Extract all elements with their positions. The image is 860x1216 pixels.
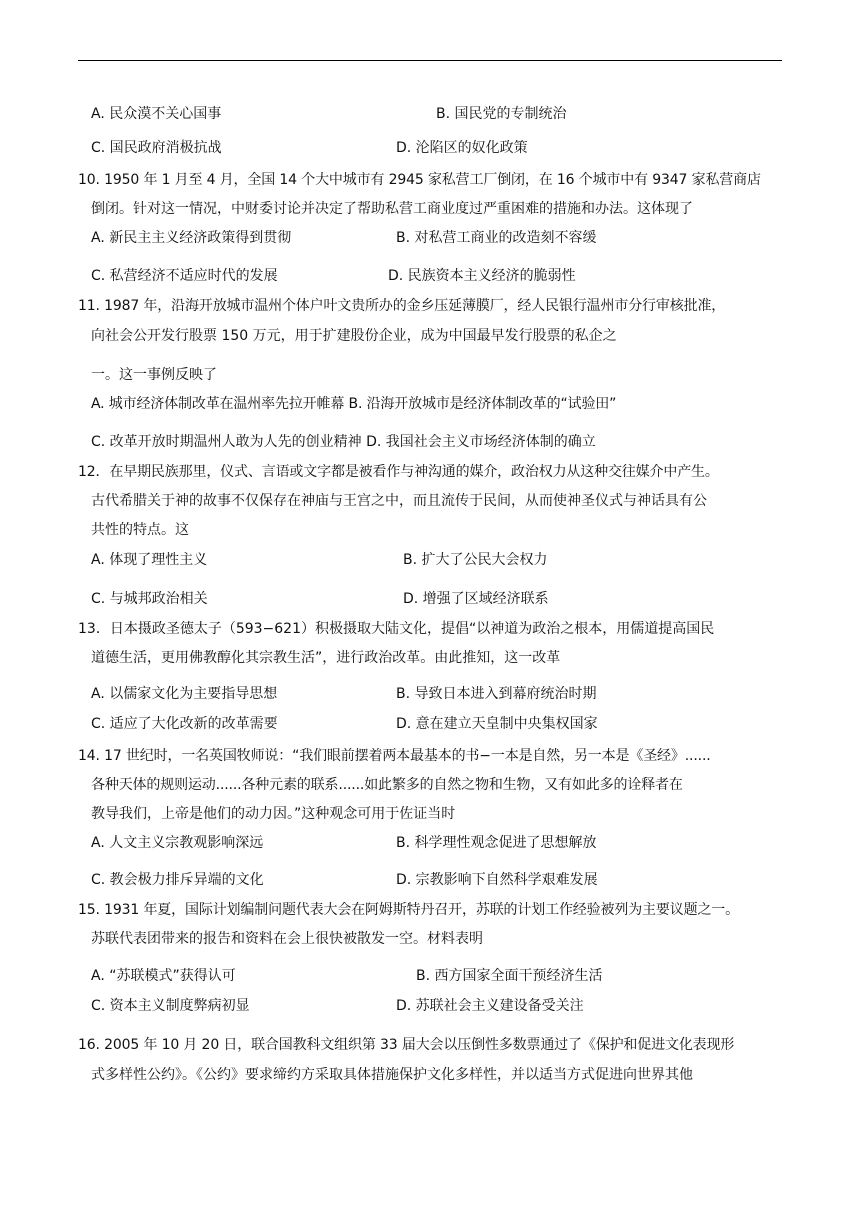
q13-stem-line-1: 13．日本摄政圣德太子（593−621）积极摄取大陆文化，提倡“以神道为政治之根本，用儒道提高国民	[78, 621, 715, 637]
q13-stem-line-2: 道德生活，更用佛教醇化其宗教生活”，进行政治改革。由此推知，这一改革	[91, 650, 561, 666]
q9-option-d[interactable]: D. 沦陷区的奴化政策	[396, 140, 528, 156]
q12-option-c[interactable]: C. 与城邦政治相关	[91, 591, 208, 607]
q9-option-c[interactable]: C. 国民政府消极抗战	[91, 140, 222, 156]
q12-stem-line-3: 共性的特点。这	[91, 522, 189, 538]
q11-stem-line-2: 向社会公开发行股票 150 万元，用于扩建股份企业，成为中国最早发行股票的私企之	[91, 328, 617, 344]
q16-stem-line-1: 16. 2005 年 10 月 20 日，联合国教科文组织第 33 届大会以压倒性多数票通过了《保护和促进文化表现形	[78, 1037, 735, 1053]
q11-options-a-b[interactable]: A. 城市经济体制改革在温州率先拉开帷幕 B. 沿海开放城市是经济体制改革的“试验田”	[91, 396, 617, 412]
q14-option-c[interactable]: C. 教会极力排斥异端的文化	[91, 872, 264, 888]
q10-option-c[interactable]: C. 私营经济不适应时代的发展	[91, 268, 278, 284]
q10-stem-line-1: 10. 1950 年 1 月至 4 月，全国 14 个大中城市有 2945 家私营工厂倒闭，在 16 个城市中有 9347 家私营商店	[78, 172, 761, 188]
q15-stem-line-1: 15. 1931 年夏，国际计划编制问题代表大会在阿姆斯特丹召开，苏联的计划工作经验被列为主要议题之一。	[78, 902, 739, 918]
q15-stem-line-2: 苏联代表团带来的报告和资料在会上很快被散发一空。材料表明	[91, 931, 483, 947]
q9-option-a[interactable]: A. 民众漠不关心国事	[91, 106, 222, 122]
q10-option-b[interactable]: B. 对私营工商业的改造刻不容缓	[396, 230, 597, 246]
q11-stem-line-3: 一。这一事例反映了	[91, 367, 217, 383]
q10-option-a[interactable]: A. 新民主主义经济政策得到贯彻	[91, 230, 292, 246]
q14-stem-line-3: 教导我们，上帝是他们的动力因。”这种观念可用于佐证当时	[91, 806, 456, 822]
q10-stem-line-2: 倒闭。针对这一情况，中财委讨论并决定了帮助私营工商业度过严重困难的措施和办法。这体现了	[91, 201, 693, 217]
q15-option-b[interactable]: B. 西方国家全面干预经济生活	[416, 968, 603, 984]
q12-option-b[interactable]: B. 扩大了公民大会权力	[403, 552, 548, 568]
q9-option-b[interactable]: B. 国民党的专制统治	[436, 106, 567, 122]
q13-option-d[interactable]: D. 意在建立天皇制中央集权国家	[396, 716, 598, 732]
q14-option-d[interactable]: D. 宗教影响下自然科学艰难发展	[396, 872, 598, 888]
q13-option-a[interactable]: A. 以儒家文化为主要指导思想	[91, 686, 278, 702]
q11-options-c-d[interactable]: C. 改革开放时期温州人敢为人先的创业精神 D. 我国社会主义市场经济体制的确立	[91, 434, 596, 450]
q11-stem-line-1: 11. 1987 年，沿海开放城市温州个体户叶文贵所办的金乡压延薄膜厂，经人民银行温州市分行审核批准，	[78, 298, 726, 314]
q14-option-a[interactable]: A. 人文主义宗教观影响深远	[91, 835, 264, 851]
q10-option-d[interactable]: D. 民族资本主义经济的脆弱性	[388, 268, 576, 284]
q12-stem-line-2: 古代希腊关于神的故事不仅保存在神庙与王宫之中，而且流传于民间，从而使神圣仪式与神话具有公	[91, 493, 707, 509]
q15-option-a[interactable]: A. “苏联模式”获得认可	[91, 968, 236, 984]
q12-option-a[interactable]: A. 体现了理性主义	[91, 552, 208, 568]
q12-option-d[interactable]: D. 增强了区域经济联系	[403, 591, 549, 607]
header-rule	[78, 60, 782, 61]
q14-stem-line-1: 14. 17 世纪时，一名英国牧师说：“我们眼前摆着两本最基本的书−一本是自然，另一本是《圣经》......	[78, 748, 711, 764]
q14-option-b[interactable]: B. 科学理性观念促进了思想解放	[396, 835, 597, 851]
q15-option-c[interactable]: C. 资本主义制度弊病初显	[91, 998, 250, 1014]
q12-stem-line-1: 12．在早期民族那里，仪式、言语或文字都是被看作与神沟通的媒介，政治权力从这种交往媒介中产生。	[78, 464, 719, 480]
q13-option-b[interactable]: B. 导致日本进入到幕府统治时期	[396, 686, 597, 702]
q14-stem-line-2: 各种天体的规则运动......各种元素的联系......如此繁多的自然之物和生物，又有如此多的诠释者在	[91, 777, 683, 793]
q15-option-d[interactable]: D. 苏联社会主义建设备受关注	[396, 998, 584, 1014]
q13-option-c[interactable]: C. 适应了大化改新的改革需要	[91, 716, 278, 732]
q16-stem-line-2: 式多样性公约》。《公约》要求缔约方采取具体措施保护文化多样性，并以适当方式促进向世界其他	[91, 1067, 693, 1083]
